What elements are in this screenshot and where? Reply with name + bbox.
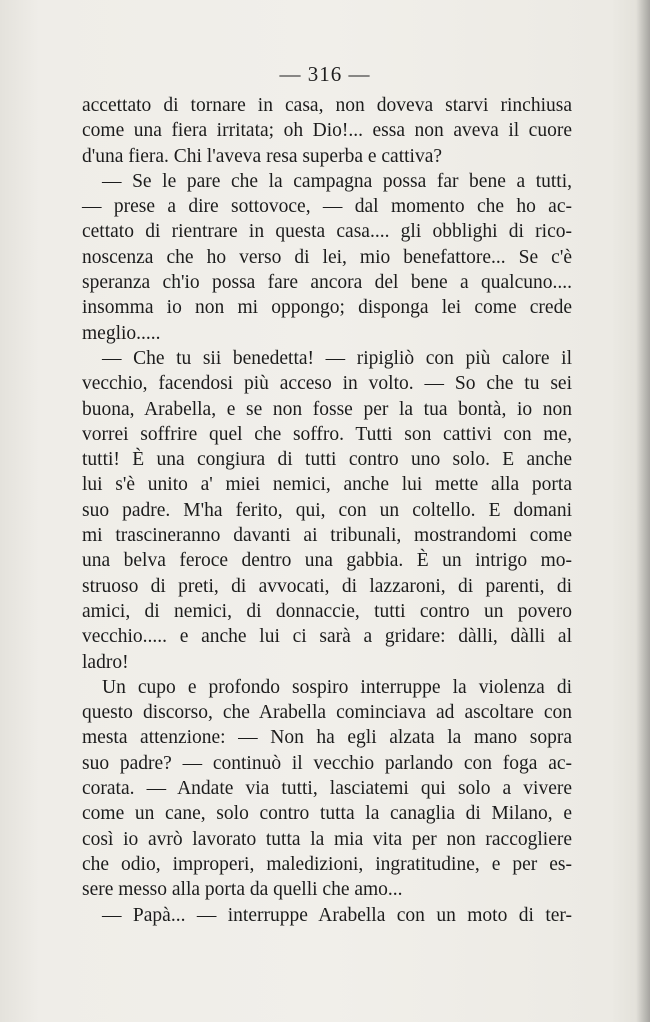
text-line: vorrei soffrire quel che soffro. Tutti son cattivi con me, (82, 423, 572, 445)
text-line: sere messo alla porta da quelli che amo... (82, 879, 403, 901)
text-line: — prese a dire sottovoce, — dal momento che ho ac- (82, 196, 572, 218)
text-line: speranza ch'io possa fare ancora del bene a qualcuno.... (82, 272, 572, 294)
text-line: questo discorso, che Arabella cominciava ad ascoltare con (82, 702, 572, 724)
text-line: lui s'è unito a' miei nemici, anche lui mette alla porta (82, 474, 572, 496)
text-line: una belva feroce dentro una gabbia. È un intrigo mo- (82, 550, 572, 572)
text-line: struoso di preti, di avvocati, di lazzaroni, di parenti, di (82, 575, 572, 597)
text-line: accettato di tornare in casa, non doveva starvi rinchiusa (82, 95, 572, 116)
text-line: — Papà... — interruppe Arabella con un moto di ter- (102, 904, 572, 926)
text-line: amici, di nemici, di donnaccie, tutti contro un povero (82, 600, 572, 622)
text-line: mesta attenzione: — Non ha egli alzata la mano sopra (82, 727, 572, 749)
text-line: insomma io non mi oppongo; disponga lei come crede (82, 297, 572, 319)
text-line: noscenza che ho verso di lei, mio benefattore... Se c'è (82, 246, 572, 268)
text-line: mi trascineranno davanti ai tribunali, mostrandomi come (82, 525, 572, 547)
text-line: suo padre? — continuò il vecchio parlando con foga ac- (82, 752, 572, 774)
text-line: ladro! (82, 651, 129, 673)
page-number: — 316 — (279, 62, 371, 86)
text-line: — Che tu sii benedetta! — ripigliò con più calore il (102, 347, 572, 369)
text-line: buona, Arabella, e se non fosse per la tua bontà, io non (82, 398, 572, 420)
text-line: — Se le pare che la campagna possa far bene a tutti, (102, 170, 572, 192)
page-edge-shadow (636, 0, 650, 1022)
text-line: che odio, improperi, maledizioni, ingratitudine, e per es- (82, 853, 572, 875)
text-line: corata. — Andate via tutti, lasciatemi qui solo a vivere (82, 778, 572, 800)
text-line: vecchio..... e anche lui ci sarà a gridare: dàlli, dàlli al (82, 626, 572, 648)
body-text (82, 93, 572, 928)
text-line: tutti! È una congiura di tutti contro uno solo. E anche (82, 449, 572, 471)
text-line: meglio..... (82, 322, 161, 344)
text-line: così io avrò lavorato tutta la mia vita per non raccogliere (82, 828, 572, 850)
text-line: d'una fiera. Chi l'aveva resa superba e cattiva? (82, 145, 443, 167)
text-line: cettato di rientrare in questa casa.... gli obblighi di rico- (82, 221, 572, 243)
text-line: vecchio, facendosi più acceso in volto. — So che tu sei (82, 373, 572, 395)
text-line: Un cupo e profondo sospiro interruppe la violenza di (102, 676, 572, 698)
text-line: suo padre. M'ha ferito, qui, con un coltello. E domani (82, 499, 572, 521)
text-line: come un cane, solo contro tutta la canaglia di Milano, e (82, 803, 572, 825)
text-line: come una fiera irritata; oh Dio!... essa non aveva il cuore (82, 120, 572, 142)
